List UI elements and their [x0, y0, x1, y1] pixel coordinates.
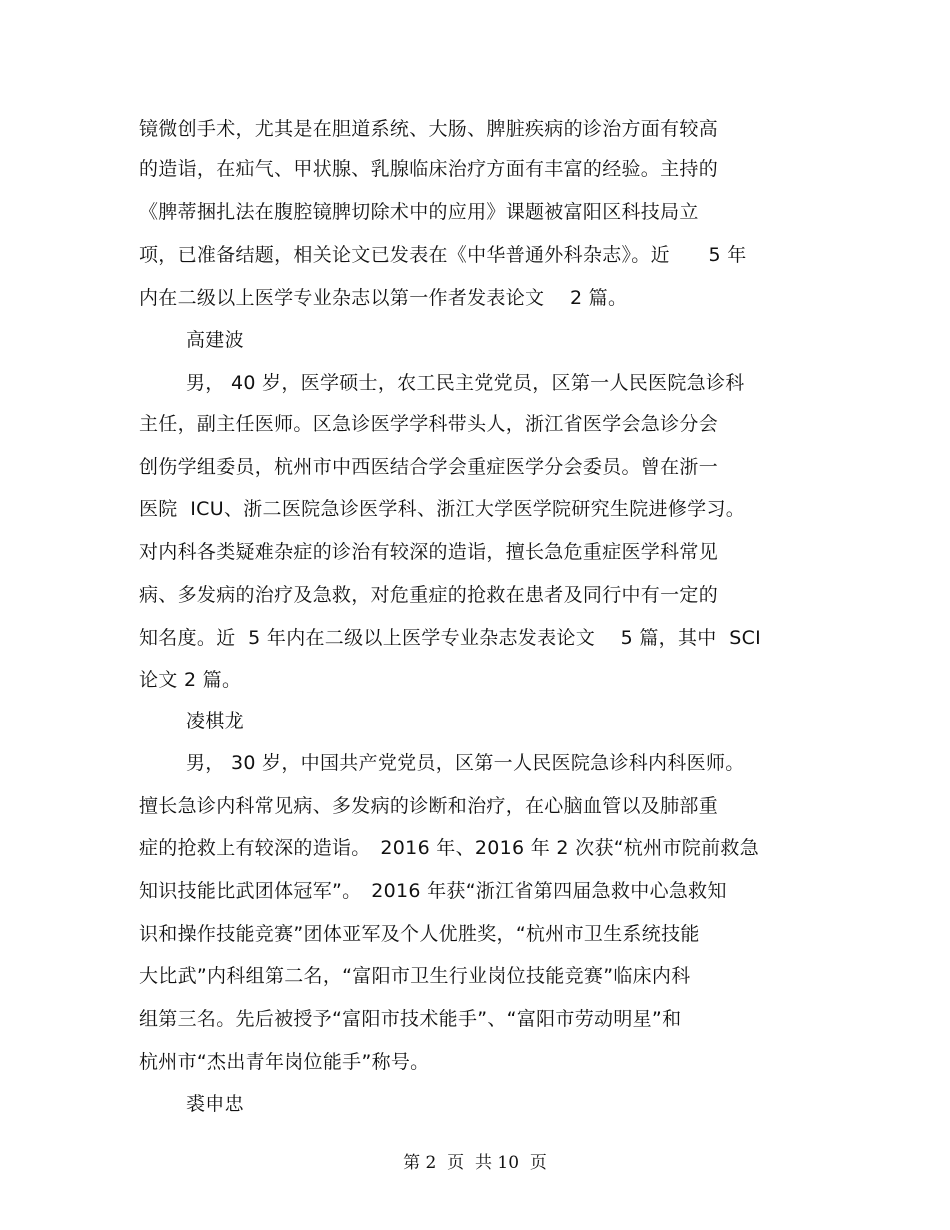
text-line: 创伤学组委员，杭州市中西医结合学会重症医学分会委员。曾在浙一: [139, 456, 719, 478]
text-line: 男， 40 岁，医学硕士，农工民主党党员，区第一人民医院急诊科: [186, 372, 745, 394]
text-line: 对内科各类疑难杂症的诊治有较深的造诣，擅长急危重症医学科常见: [139, 541, 719, 563]
text-line: 《脾蒂捆扎法在腹腔镜脾切除术中的应用》课题被富阳区科技局立: [139, 201, 699, 223]
text-line: 内在二级以上医学专业杂志以第一作者发表论文 2 篇。: [139, 287, 628, 309]
text-line: 识和操作技能竞赛”团体亚军及个人优胜奖，“杭州市卫生系统技能: [139, 923, 700, 945]
text-line: 项，已准备结题，相关论文已发表在《中华普通外科杂志》。近 5 年: [139, 244, 747, 266]
text-line: 病、多发病的治疗及急救，对危重症的抢救在患者及同行中有一定的: [139, 584, 719, 606]
text-line: 组第三名。先后被授予“富阳市技术能手”、“富阳市劳动明星”和: [139, 1008, 682, 1030]
text-line: 论文 2 篇。: [139, 669, 242, 691]
text-line: 镜微创手术，尤其是在胆道系统、大肠、脾脏疾病的诊治方面有较高: [139, 118, 719, 140]
text-line: 的造诣，在疝气、甲状腺、乳腺临床治疗方面有丰富的经验。主持的: [139, 158, 719, 180]
text-line: 男， 30 岁，中国共产党党员，区第一人民医院急诊科内科医师。: [186, 752, 745, 774]
text-line: 杭州市“杰出青年岗位能手”称号。: [139, 1051, 430, 1073]
text-line: 医院 ICU、浙二医院急诊医学科、浙江大学医学院研究生院进修学习。: [139, 498, 746, 520]
person-name-heading: 裘申忠: [186, 1093, 244, 1115]
page-number-footer: 第 2 页 共 10 页: [403, 1153, 547, 1173]
person-name-heading: 凌棋龙: [186, 710, 244, 732]
text-line: 主任，副主任医师。区急诊医学学科带头人，浙江省医学会急诊分会: [139, 413, 719, 435]
person-name-heading: 高建波: [186, 329, 244, 351]
text-line: 大比武”内科组第二名，“富阳市卫生行业岗位技能竞赛”临床内科: [139, 965, 691, 987]
text-line: 擅长急诊内科常见病、多发病的诊断和治疗，在心脑血管以及肺部重: [139, 795, 719, 817]
text-line: 症的抢救上有较深的造诣。 2016 年、2016 年 2 次获“杭州市院前救急: [139, 837, 759, 859]
text-line: 知名度。近 5 年内在二级以上医学专业杂志发表论文 5 篇，其中 SCI: [139, 627, 762, 649]
text-line: 知识技能比武团体冠军”。 2016 年获“浙江省第四届急救中心急救知: [139, 880, 727, 902]
